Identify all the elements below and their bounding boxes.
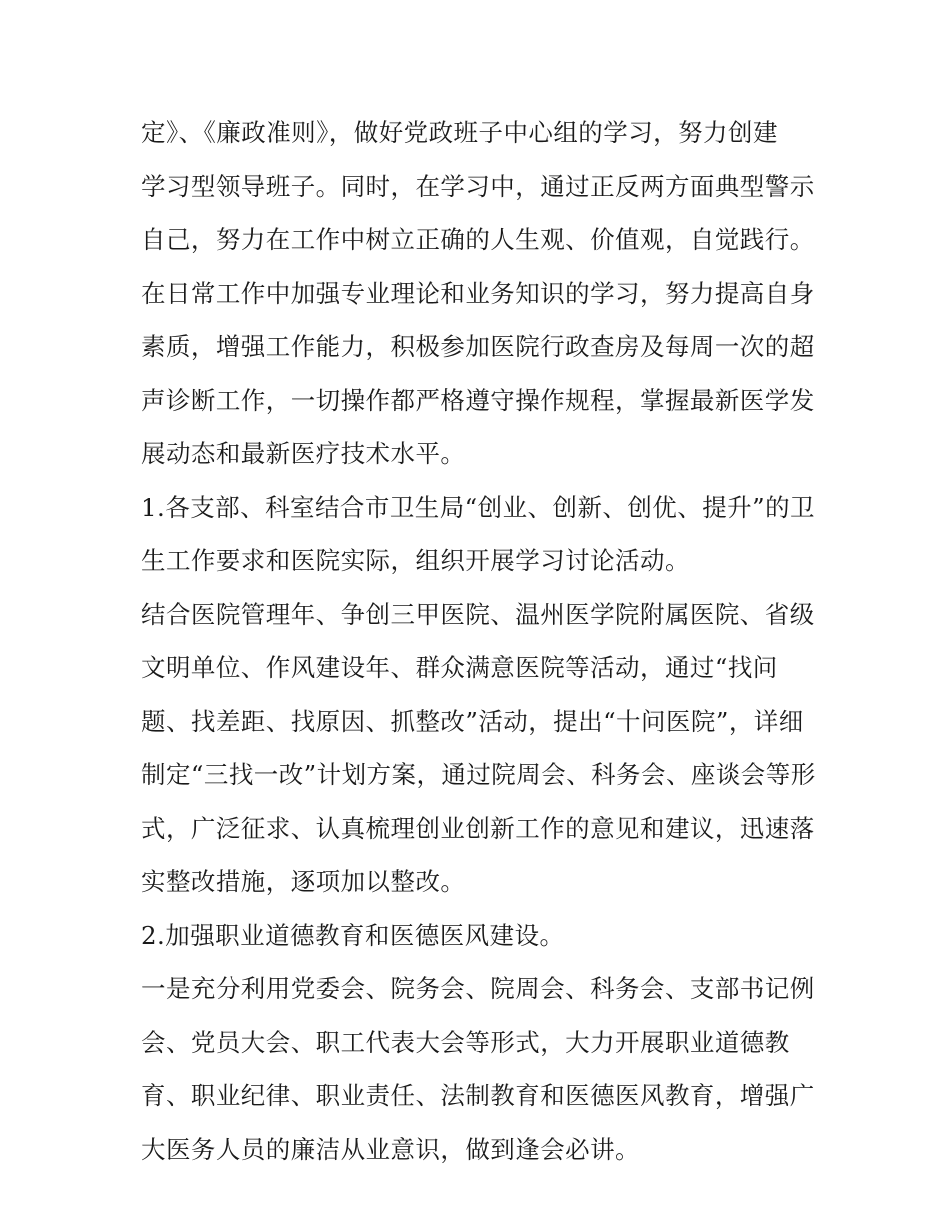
text-line: 定》、《廉政准则》，做好党政班子中心组的学习，努力创建: [141, 118, 778, 147]
text-line: 实整改措施，逐项加以整改。: [141, 867, 466, 896]
text-line: 文明单位、作风建设年、群众满意医院等活动，通过“找问: [141, 653, 778, 682]
numbered-heading-2: 2.加强职业道德教育和医德医风建设。: [141, 920, 565, 950]
text-line: 素质，增强工作能力，积极参加医院行政查房及每周一次的超: [141, 332, 815, 361]
text-line: 制定“三找一改”计划方案，通过院周会、科务会、座谈会等形: [141, 760, 816, 789]
text-line: 育、职业纪律、职业责任、法制教育和医德医风教育，增强广: [141, 1081, 815, 1110]
text-line: 展动态和最新医疗技术水平。: [141, 439, 466, 468]
text-line: 题、找差距、找原因、抓整改”活动，提出“十问医院”，详细: [141, 706, 804, 736]
text-line: 会、党员大会、职工代表大会等形式，大力开展职业道德教: [141, 1027, 790, 1057]
text-line: 大医务人员的廉洁从业意识，做到逢会必讲。: [141, 1134, 640, 1164]
text-line: 结合医院管理年、争创三甲医院、温州医学院附属医院、省级: [141, 599, 815, 629]
text-line: 学习型领导班子。同时，在学习中，通过正反两方面典型警示: [141, 171, 815, 201]
text-line: 声诊断工作，一切操作都严格遵守操作规程，掌握最新医学发: [141, 385, 815, 415]
text-line: 在日常工作中加强专业理论和业务知识的学习，努力提高自身: [141, 278, 815, 308]
text-line: 生工作要求和医院实际，组织开展学习讨论活动。: [141, 546, 690, 575]
numbered-heading-1: 1.各支部、科室结合市卫生局“创业、创新、创优、提升”的卫: [141, 492, 815, 522]
text-line: 自己，努力在工作中树立正确的人生观、价值观，自觉践行。: [141, 225, 815, 254]
text-line: 式，广泛征求、认真梳理创业创新工作的意见和建议，迅速落: [141, 813, 815, 843]
document-body: [141, 106, 816, 1176]
text-line: 一是充分利用党委会、院务会、院周会、科务会、支部书记例: [141, 974, 815, 1003]
